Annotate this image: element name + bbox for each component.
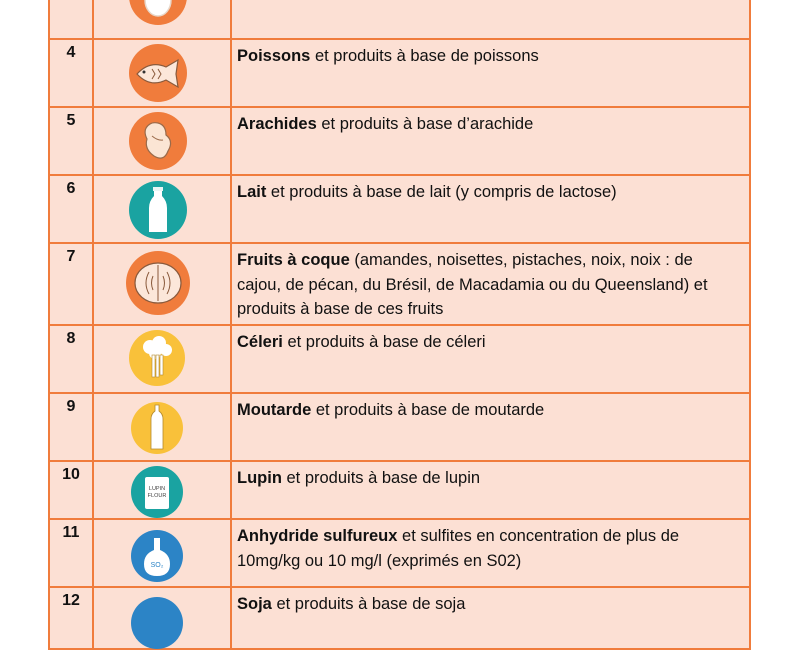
allergen-name: Lupin <box>237 469 282 487</box>
milk-bottle-icon <box>128 180 188 240</box>
svg-text:LUPIN: LUPIN <box>148 486 166 492</box>
table-row <box>50 588 749 648</box>
fish-icon <box>128 43 188 103</box>
allergen-description: et produits à base de lupin <box>281 469 481 487</box>
table-row <box>50 0 749 40</box>
allergen-name: Moutarde <box>237 401 312 419</box>
svg-text:SO₂: SO₂ <box>150 562 164 569</box>
celery-icon <box>128 329 186 387</box>
egg-icon <box>128 0 188 26</box>
table-row <box>50 108 749 176</box>
so2-flask-icon <box>130 529 184 583</box>
allergen-description: et produits à base de céleri <box>282 333 486 351</box>
allergen-description: (amandes, noisettes, pistaches, noix, noix : de cajou, de pécan, du Brésil, de Macadamia ou du Queensland) et produits à base de ces fruits <box>237 251 708 318</box>
allergen-name: Soja <box>237 595 272 613</box>
allergen-description: et produits à base de soja <box>271 595 466 613</box>
table-row <box>50 326 749 394</box>
allergen-name: Lait <box>237 183 267 201</box>
row-number: 12 <box>50 588 94 648</box>
row-number: 7 <box>50 244 94 324</box>
walnut-icon <box>125 250 191 316</box>
allergen-name: Fruits à coque <box>237 251 350 269</box>
row-number: 9 <box>50 394 94 460</box>
lupin-flour-icon <box>130 465 184 519</box>
table-row <box>50 462 749 520</box>
table-row <box>50 176 749 244</box>
table-row <box>50 520 749 588</box>
allergen-name: Céleri <box>237 333 283 351</box>
row-number: 8 <box>50 326 94 392</box>
allergen-name: Poissons <box>237 47 311 65</box>
row-number <box>50 0 94 38</box>
allergen-description: et produits à base de moutarde <box>311 401 545 419</box>
allergen-description: et produits à base d’arachide <box>316 115 534 133</box>
allergen-description: et produits à base de poissons <box>310 47 539 65</box>
allergen-description: et produits à base de lait (y compris de lactose) <box>266 183 617 201</box>
row-number: 6 <box>50 176 94 242</box>
soy-icon <box>130 596 184 650</box>
row-number: 5 <box>50 108 94 174</box>
svg-text:FLOUR: FLOUR <box>147 493 167 499</box>
row-number: 11 <box>50 520 94 586</box>
mustard-icon <box>130 401 184 455</box>
allergen-table <box>48 0 751 650</box>
row-number: 4 <box>50 40 94 106</box>
allergen-name: Arachides <box>237 115 317 133</box>
row-number: 10 <box>50 462 94 518</box>
peanut-icon <box>128 111 188 171</box>
allergen-name: Anhydride sulfureux <box>237 527 398 545</box>
table-row <box>50 40 749 108</box>
allergen-description: et sulfites en concentration de plus de 10mg/kg ou 10 mg/l (exprimés en S02) <box>237 527 680 570</box>
table-row <box>50 394 749 462</box>
table-row <box>50 244 749 326</box>
